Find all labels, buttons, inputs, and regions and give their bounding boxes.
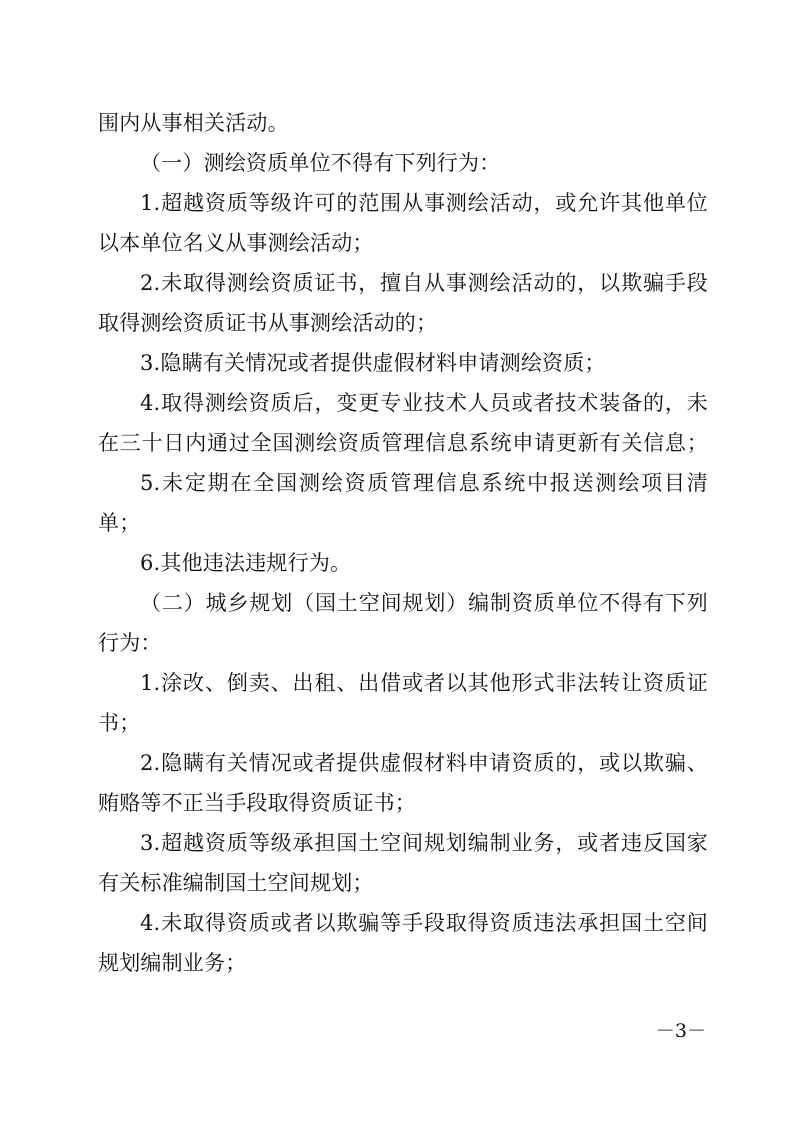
text-line-21: 4.未取得资质或者以欺骗等手段取得资质违法承担国土空间 (140, 911, 708, 935)
text-line-1: 围内从事相关活动。 (98, 111, 289, 135)
text-line-18: 贿赂等不正当手段取得资质证书； (98, 791, 416, 815)
text-line-7: 3.隐瞒有关情况或者提供虚假材料申请测绘资质； (140, 351, 606, 375)
text-line-22: 规划编制业务； (98, 951, 247, 975)
text-line-10: 5.未定期在全国测绘资质管理信息系统中报送测绘项目清 (140, 471, 708, 495)
text-line-3: 1.超越资质等级许可的范围从事测绘活动，或允许其他单位 (140, 191, 708, 215)
text-line-13: （二）城乡规划（国土空间规划）编制资质单位不得有下列 (140, 591, 708, 615)
text-line-17: 2.隐瞒有关情况或者提供虚假材料申请资质的，或以欺骗、 (140, 751, 708, 775)
text-line-5: 2.未取得测绘资质证书，擅自从事测绘活动的，以欺骗手段 (140, 271, 708, 295)
text-line-11: 单； (98, 511, 141, 535)
text-line-14: 行为： (98, 631, 162, 655)
text-line-12: 6.其他违法违规行为。 (140, 551, 352, 575)
page-number: －3－ (655, 1020, 706, 1042)
text-line-19: 3.超越资质等级承担国土空间规划编制业务，或者违反国家 (140, 831, 708, 855)
text-line-15: 1.涂改、倒卖、出租、出借或者以其他形式非法转让资质证 (140, 671, 708, 695)
text-line-20: 有关标准编制国土空间规划； (98, 871, 374, 895)
text-line-9: 在三十日内通过全国测绘资质管理信息系统申请更新有关信息； (98, 431, 708, 455)
text-line-6: 取得测绘资质证书从事测绘活动的； (98, 311, 438, 335)
text-line-8: 4.取得测绘资质后，变更专业技术人员或者技术装备的，未 (140, 391, 708, 415)
text-line-16: 书； (98, 711, 141, 735)
text-line-4: 以本单位名义从事测绘活动； (98, 231, 374, 255)
text-line-2: （一）测绘资质单位不得有下列行为： (140, 151, 501, 175)
